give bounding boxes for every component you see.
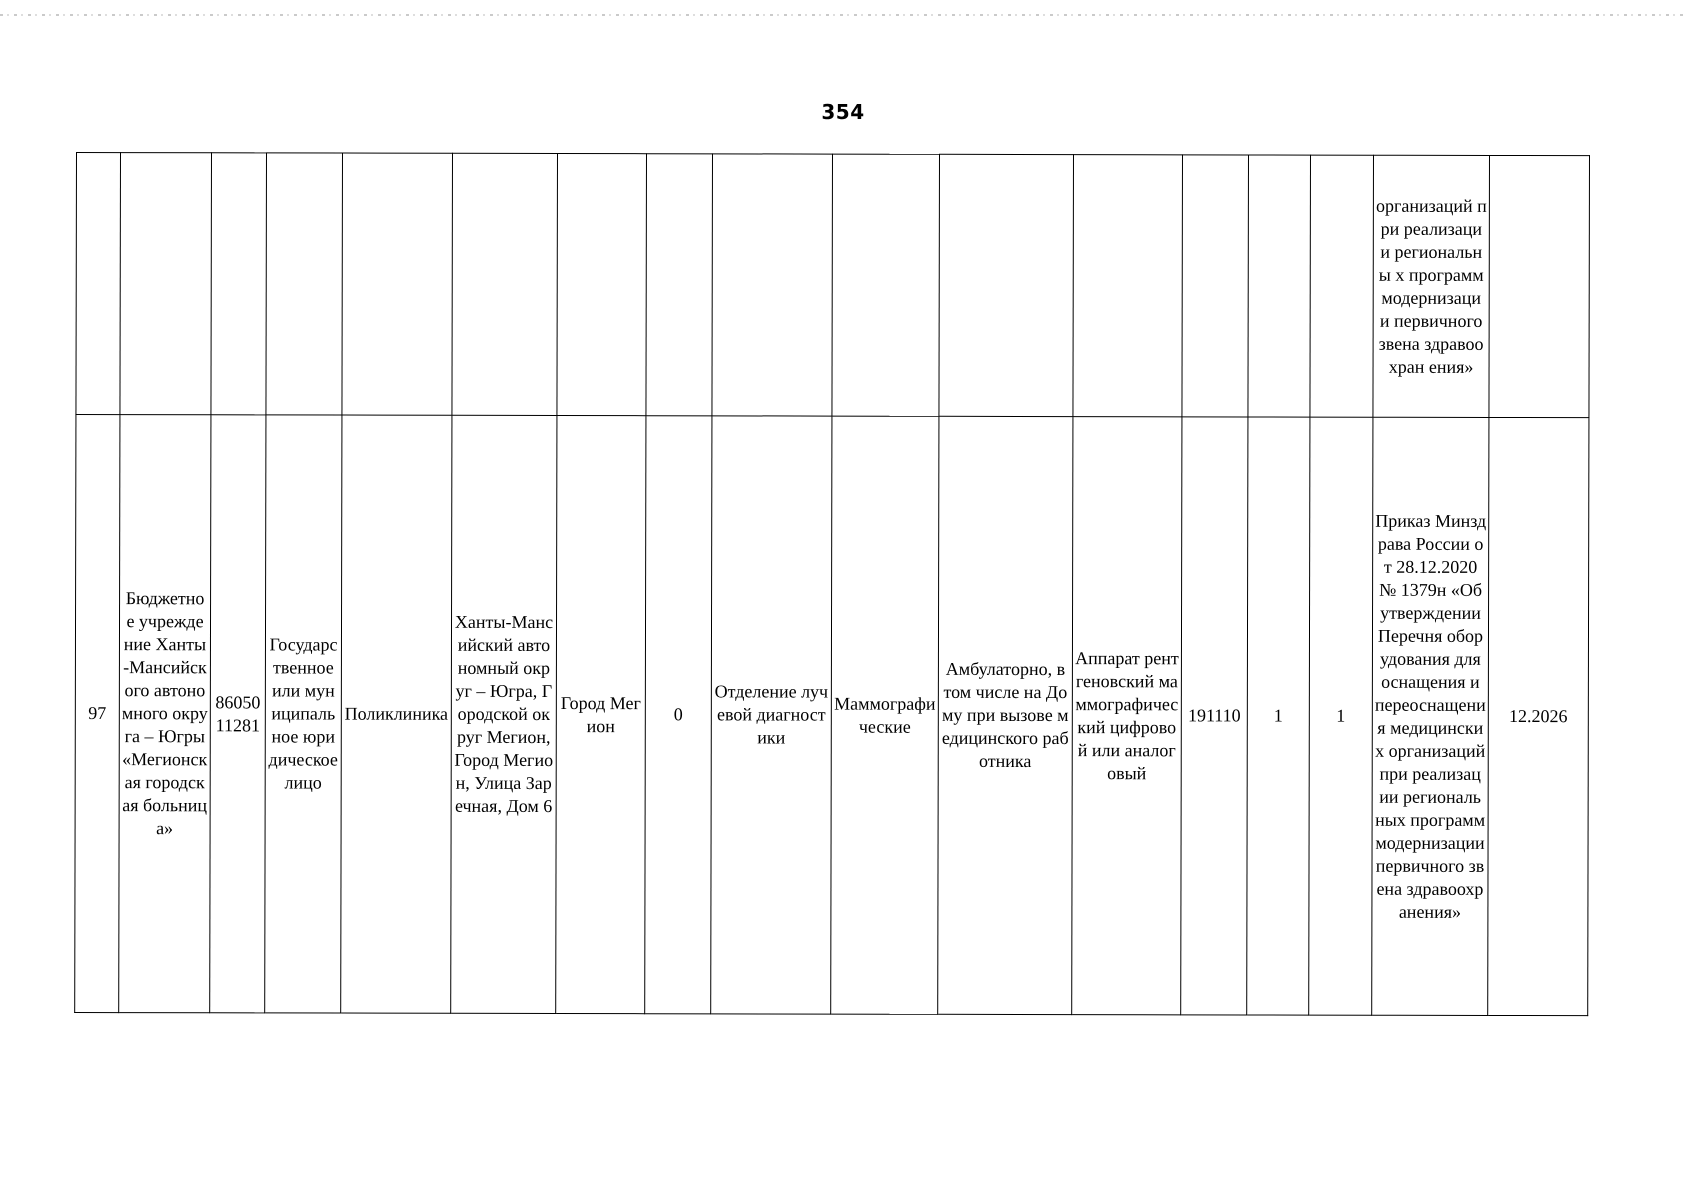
cell-equipment: Аппарат рентгеновский маммографический цифровой или аналоговый [1072,417,1182,1015]
cell-empty [120,153,212,415]
page-number: 354 [821,100,865,124]
table-row-continuation [76,153,1590,418]
cell-date: 12.2026 [1488,417,1589,1015]
cell-zero-value: 0 [645,416,712,1014]
cell-equipment-code: 191110 [1181,417,1248,1015]
cell-empty [211,153,267,415]
cell-locality: Город Мегион [556,416,646,1014]
cell-empty [1310,155,1374,417]
cell-empty [76,153,121,415]
table-row [75,415,1589,1016]
cell-empty [939,154,1074,416]
cell-empty [832,154,940,416]
cell-empty [266,153,343,415]
cell-empty [1489,155,1590,417]
cell-empty [646,154,713,416]
cell-empty [1248,155,1311,417]
cell-regulatory-doc-continuation: организаций при реализации региональны х программ модернизаци и первичного звена здравоохран ения» [1373,155,1490,417]
cell-count-b: 1 [1309,417,1373,1015]
registry-table [74,152,1590,1016]
cell-regulatory-doc: Приказ Минздрава России от 28.12.2020 № 1379н «Об утверждении Перечня оборудования для оснащения и переоснащения медицинских организаций при реализации региональных программ модернизации первичного звена здравоохранения» [1372,417,1489,1015]
cell-empty [452,153,558,415]
cell-legal-type: Государственное или муниципальное юридическое лицо [265,415,342,1013]
cell-category: Маммографические [831,416,939,1014]
cell-empty [1182,155,1249,417]
cell-empty [1073,155,1183,417]
cell-empty [342,153,453,415]
cell-org-code: 8605011281 [210,415,266,1013]
cell-row-number: 97 [75,415,120,1013]
cell-count-a: 1 [1247,417,1310,1015]
cell-care-conditions: Амбулаторно, в том числе на Дому при вызове медицинского работника [938,416,1073,1014]
cell-organization-name: Бюджетное учреждение Ханты-Мансийского автономного округа – Югры «Мегионская городская больница» [119,415,211,1013]
cell-empty [557,154,647,416]
cell-empty [712,154,833,416]
cell-address: Ханты-Мансийский автономный округ – Югра, Городской округ Мегион, Город Мегион, Улица Заречная, Дом 6 [451,415,557,1013]
cell-department: Отделение лучевой диагностики [711,416,832,1014]
scan-edge-artifact [0,14,1686,16]
cell-facility-type: Поликлиника [341,415,452,1013]
